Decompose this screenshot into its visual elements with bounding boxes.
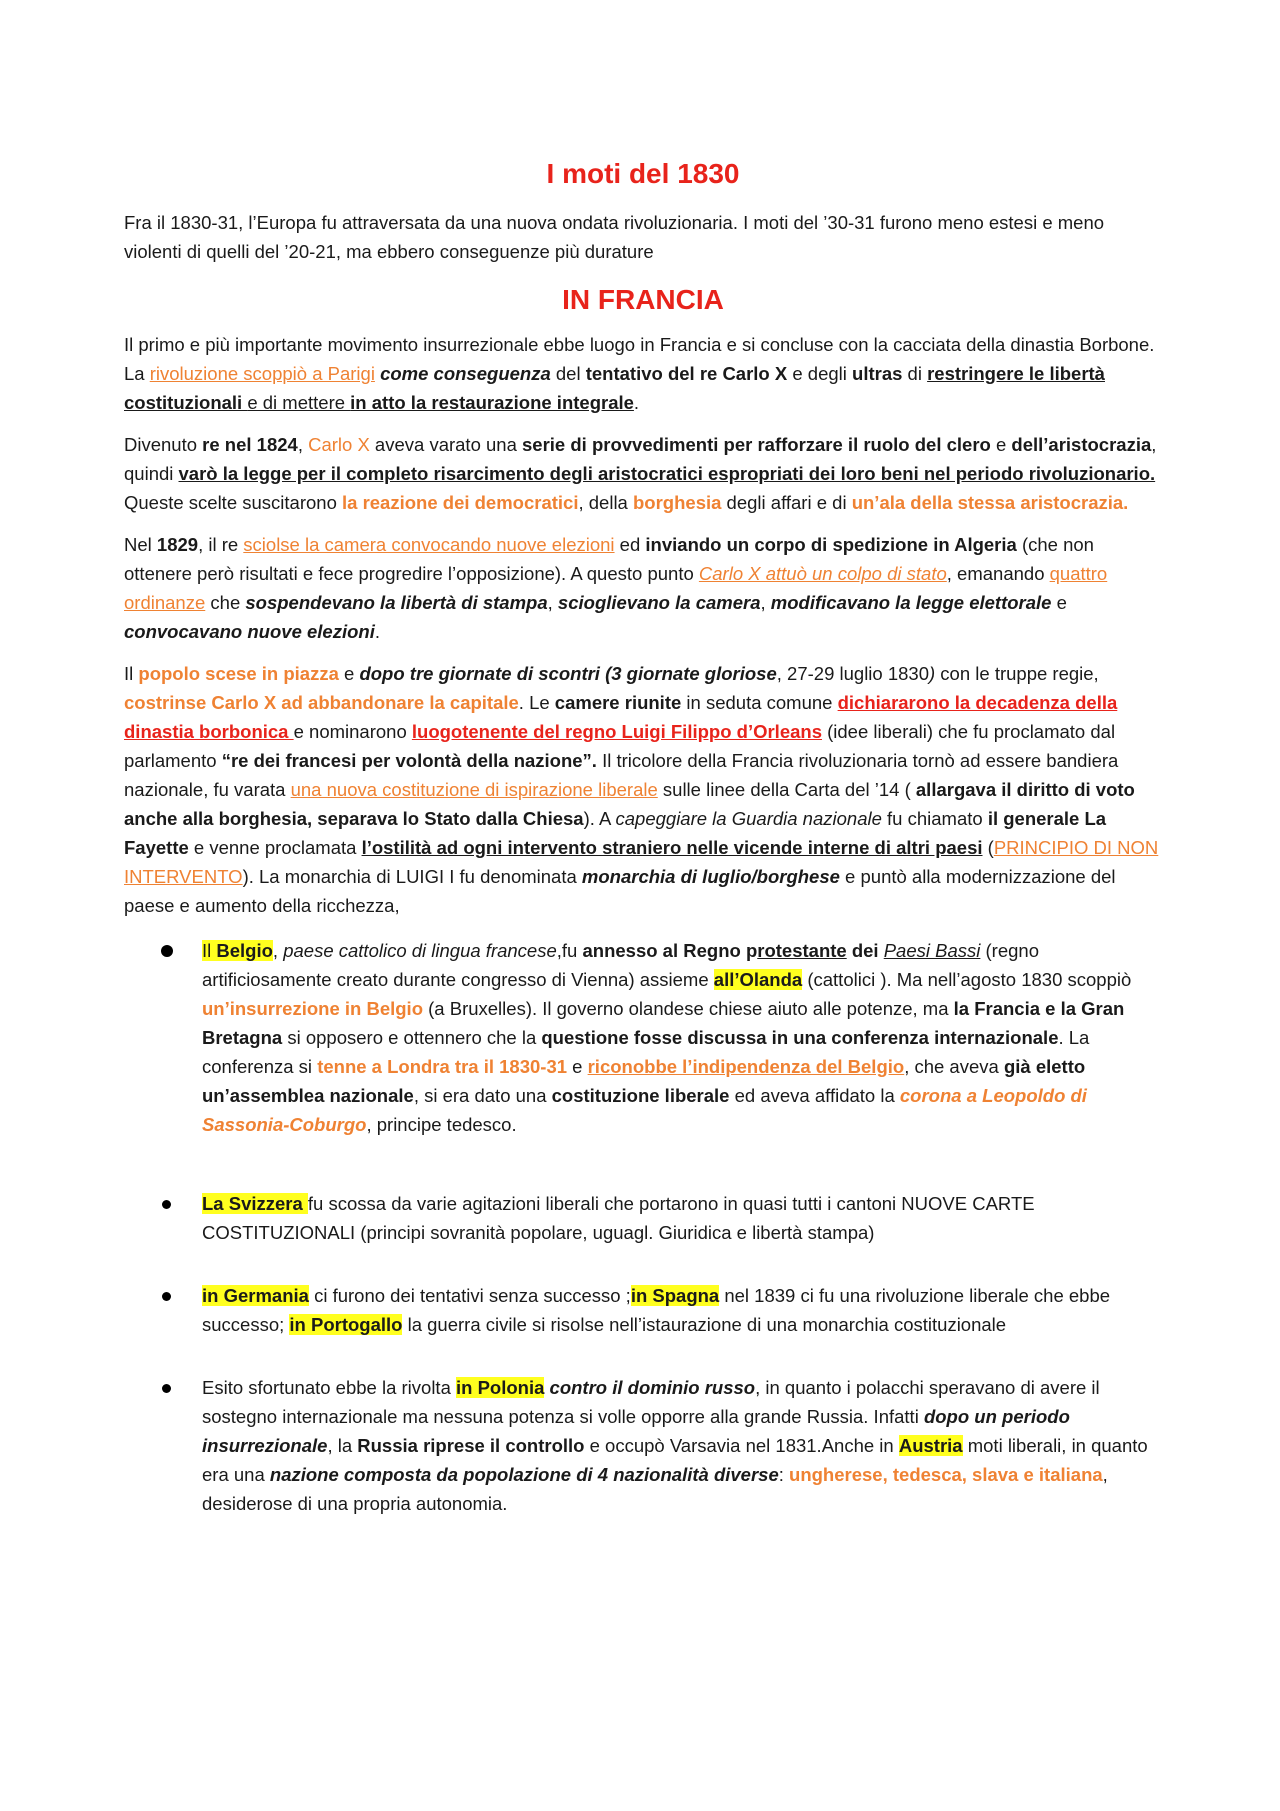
- text-run: con le truppe regie,: [935, 663, 1099, 684]
- text-run: allargava il diritto di voto anche alla borghesia, separava lo Stato dalla Chiesa: [124, 779, 1135, 829]
- text-run: come conseguenza: [380, 363, 551, 384]
- text-run: una nuova costituzione di ispirazione liberale: [290, 779, 658, 800]
- text-run: [380, 363, 551, 384]
- text-run: rotestante: [757, 940, 847, 961]
- text-run: dopo un periodo insurrezionale: [202, 1406, 1070, 1456]
- text-run: riconobbe l’indipendenza del Belgio: [587, 1056, 905, 1077]
- text-run: che: [205, 592, 246, 613]
- text-run: tenne a Londra tra il 1830-31: [317, 1056, 568, 1077]
- text-run: tentativo del re Carlo X: [585, 363, 788, 384]
- text-run: fu chiamato: [881, 808, 988, 829]
- text-run: [771, 592, 1052, 613]
- text-run: nazione composta da popolazione di 4 nazionalità diverse: [269, 1464, 779, 1485]
- text-run: la reazione dei democratici: [342, 492, 579, 513]
- text-run: popolo scese in piazza: [138, 663, 339, 684]
- text-run: un’insurrezione in Belgio: [202, 998, 423, 1019]
- text-run: [588, 1056, 905, 1077]
- country-bullet-list: [124, 936, 1162, 1518]
- text-run: , la: [327, 1435, 358, 1456]
- text-run: Nel: [124, 534, 157, 555]
- text-run: (regno artificiosamente creato durante congresso di Vienna) assieme: [202, 940, 1039, 990]
- bullet-dot: [161, 945, 173, 957]
- text-run: [362, 837, 983, 858]
- bullet-dot: [162, 1200, 171, 1209]
- text-run: e venne proclamata: [188, 837, 362, 858]
- text-run: [270, 1464, 779, 1485]
- text-run: sulle linee della Carta del ’14 (: [657, 779, 916, 800]
- text-run: ). La monarchia di LUIGI I fu denominata: [242, 866, 582, 887]
- text-run: annesso al Regno p: [582, 940, 758, 961]
- text-run: camere riunite: [554, 692, 682, 713]
- text-run: e degli: [787, 363, 853, 384]
- text-run: ed aveva affidato la: [729, 1085, 900, 1106]
- text-run: :: [778, 1464, 790, 1485]
- text-run: monarchia di luglio/borghese: [581, 866, 840, 887]
- list-item-polonia-austria: [124, 1373, 1162, 1518]
- text-run: [699, 563, 947, 584]
- list-item-svizzera: [124, 1189, 1162, 1247]
- text-run: borghesia: [633, 492, 722, 513]
- text-run: ): [929, 663, 936, 684]
- text-run: moti liberali, in quanto era una: [202, 1435, 1148, 1485]
- text-run: capeggiare la Guardia nazionale: [615, 808, 882, 829]
- text-run: (: [982, 837, 994, 858]
- text-run: ,: [272, 940, 284, 961]
- list-item-belgio: [124, 936, 1162, 1139]
- text-run: degli affari e di: [721, 492, 852, 513]
- text-run: ungherese, tedesca, slava e italiana: [789, 1464, 1103, 1485]
- text-run: Divenuto: [124, 434, 203, 455]
- text-run: [757, 940, 846, 961]
- text-run: fu scossa da varie agitazioni liberali che portarono in quasi tutti i cantoni NUOVE CARTE COSTITUZIONALI (principi sovranità popolare, uguagl. Giuridica e libertà stampa): [202, 1193, 1035, 1243]
- text-run: dell’aristocrazia: [1011, 434, 1152, 455]
- text-run: si opposero e ottennero che la: [282, 1027, 542, 1048]
- text-run: ci furono dei tentativi senza successo ;: [308, 1285, 631, 1306]
- text-run: sospendevano la libertà di stampa: [245, 592, 548, 613]
- text-run: convocavano nuove elezioni: [124, 621, 375, 642]
- text-run: dichiararono la decadenza della dinastia borbonica: [124, 692, 1118, 742]
- text-run: .: [633, 392, 640, 413]
- text-run: , si era dato una: [413, 1085, 552, 1106]
- text-run: “re dei francesi per volontà della nazione”.: [221, 750, 597, 771]
- text-run: ,: [760, 592, 771, 613]
- text-run: Russia riprese il controllo: [357, 1435, 585, 1456]
- text-run: e: [990, 434, 1012, 455]
- text-run: (a Bruxelles). Il governo olandese chiese aiuto alle potenze, ma: [423, 998, 954, 1019]
- text-run: ). A: [583, 808, 616, 829]
- text-run: Il: [202, 940, 217, 961]
- text-run: e: [567, 1056, 588, 1077]
- text-run: e occupò Varsavia nel 1831.Anche in: [584, 1435, 899, 1456]
- text-run: re nel 1824: [202, 434, 298, 455]
- text-run: . La conferenza si: [202, 1027, 1090, 1077]
- text-run: scioglievano la camera: [557, 592, 761, 613]
- text-run: inviando un corpo di spedizione in Algeria: [645, 534, 1017, 555]
- text-run: , il re: [198, 534, 244, 555]
- text-run: [350, 392, 634, 413]
- text-run: già eletto un’assemblea nazionale: [202, 1056, 1086, 1106]
- text-run: [359, 663, 776, 684]
- text-run: . Le: [518, 692, 555, 713]
- text-run: questione fosse discussa in una conferenza internazionale: [541, 1027, 1059, 1048]
- text-run: di: [902, 363, 928, 384]
- text-run: quattro ordinanze: [124, 563, 1108, 613]
- text-run: ed: [614, 534, 646, 555]
- bullet-dot: [162, 1292, 171, 1301]
- text-run: dei: [846, 940, 884, 961]
- text-run: luogotenente del regno Luigi Filippo d’Orleans: [411, 721, 822, 742]
- bullet-dot: [162, 1384, 171, 1393]
- paragraph-1: [124, 330, 1162, 417]
- text-run: in Polonia: [456, 1377, 545, 1398]
- intro-paragraph: [124, 208, 1162, 266]
- text-run: ,fu: [556, 940, 583, 961]
- text-run: PRINCIPIO DI NON INTERVENTO: [124, 837, 1159, 887]
- text-run: Il primo e più importante movimento insurrezionale ebbe luogo in Francia e si concluse con la cacciata della dinastia Borbone. La: [124, 334, 1155, 384]
- text-run: Il: [124, 663, 139, 684]
- text-run: , che aveva: [904, 1056, 1004, 1077]
- text-run: Belgio: [216, 940, 273, 961]
- text-run: nel 1839 ci fu una rivoluzione liberale che ebbe successo;: [202, 1285, 1111, 1335]
- text-run: costrinse Carlo X ad abbandonare la capitale: [124, 692, 519, 713]
- text-run: in seduta comune: [681, 692, 838, 713]
- text-run: un’ala della stessa aristocrazia.: [851, 492, 1129, 513]
- text-run: la guerra civile si risolse nell’istaurazione di una monarchia costituzionale: [402, 1314, 1007, 1335]
- text-run: (che non ottenere però risultati e fece progredire l’opposizione). A questo punto: [124, 534, 1094, 584]
- text-run: e: [1051, 592, 1067, 613]
- text-run: Paesi Bassi: [883, 940, 981, 961]
- text-run: [412, 721, 822, 742]
- text-run: varò la legge per il completo risarcimento degli aristocratici espropriati dei loro beni nel periodo rivoluzionario.: [178, 463, 1156, 484]
- text-run: all’Olanda: [713, 969, 803, 990]
- text-run: e puntò alla modernizzazione del paese e aumento della ricchezza,: [124, 866, 1116, 916]
- text-run: [550, 1377, 756, 1398]
- text-run: ,: [297, 434, 309, 455]
- text-run: sciolse la camera convocando nuove elezioni: [243, 534, 615, 555]
- text-run: .: [374, 621, 380, 642]
- text-run: in Portogallo: [289, 1314, 403, 1335]
- text-run: del: [550, 363, 586, 384]
- text-run: , quindi: [124, 434, 1157, 484]
- text-run: paese cattolico di lingua francese: [283, 940, 557, 961]
- text-run: Carlo X attuò un colpo di stato: [698, 563, 947, 584]
- text-run: 1829: [156, 534, 199, 555]
- list-item-germania-spagna-portogallo: [124, 1281, 1162, 1339]
- text-run: [884, 940, 981, 961]
- text-run: l’ostilità ad ogni intervento straniero nelle vicende interne di altri paesi: [361, 837, 983, 858]
- text-run: Carlo X: [308, 434, 370, 455]
- text-run: , principe tedesco.: [366, 1114, 517, 1135]
- paragraph-2: [124, 430, 1162, 517]
- paragraph-3: [124, 530, 1162, 646]
- text-run: (idee liberali) che fu proclamato dal parlamento: [124, 721, 1116, 771]
- text-run: rivoluzione scoppiò a Parigi: [149, 363, 375, 384]
- text-run: e di mettere: [247, 392, 351, 413]
- text-run: corona a Leopoldo di Sassonia-Coburgo: [202, 1085, 1087, 1135]
- text-run: [582, 866, 840, 887]
- text-run: il generale La Fayette: [124, 808, 1107, 858]
- text-run: , emanando: [946, 563, 1050, 584]
- text-run: Fra il 1830-31, l’Europa fu attraversata da una nuova ondata rivoluzionaria. I moti del ’30-31 furono meno estesi e meno violenti di quelli del ’20-21, ma ebbero conseguenze più durature: [124, 212, 1105, 262]
- text-run: e: [338, 663, 360, 684]
- text-run: aveva varato una: [369, 434, 523, 455]
- text-run: [245, 592, 547, 613]
- text-run: Il tricolore della Francia rivoluzionaria tornò ad essere bandiera nazionale, fu varata: [124, 750, 1119, 800]
- text-run: serie di provvedimenti per rafforzare il ruolo del clero: [522, 434, 991, 455]
- text-run: e nominarono: [293, 721, 412, 742]
- text-run: ,: [547, 592, 558, 613]
- text-run: , in quanto i polacchi speravano di avere il sostegno internazionale ma nessuna potenza si volle opporre alla grande Russia. Infatti: [202, 1377, 1100, 1427]
- paragraph-4: [124, 659, 1162, 920]
- text-run: modificavano la legge elettorale: [770, 592, 1052, 613]
- text-run: Esito sfortunato ebbe la rivolta: [202, 1377, 457, 1398]
- page-title: I moti del 1830: [546, 158, 740, 189]
- text-run: (cattolici ). Ma nell’agosto 1830 scoppiò: [802, 969, 1132, 990]
- text-run: [558, 592, 761, 613]
- text-run: restringere le libertà costituzionali: [124, 363, 1105, 413]
- text-run: in atto la restaurazione integrale: [350, 392, 634, 413]
- text-run: costituzione liberale: [551, 1085, 730, 1106]
- text-run: , desiderose di una propria autonomia.: [202, 1464, 1108, 1514]
- text-run: in Germania: [202, 1285, 309, 1306]
- text-run: contro il dominio russo: [549, 1377, 756, 1398]
- text-run: dopo tre giornate di scontri (3 giornate gloriose: [359, 663, 777, 684]
- text-run: [124, 621, 375, 642]
- text-run: la Francia e la Gran Bretagna: [202, 998, 1125, 1048]
- text-run: , 27-29 luglio 1830: [776, 663, 929, 684]
- text-run: , della: [578, 492, 633, 513]
- text-run: [179, 463, 1156, 484]
- section-title-francia: IN FRANCIA: [562, 284, 724, 315]
- text-run: in Spagna: [630, 1285, 720, 1306]
- text-run: Queste scelte suscitarono: [124, 492, 342, 513]
- text-run: Austria: [898, 1435, 963, 1456]
- text-run: ultras: [852, 363, 903, 384]
- text-run: La Svizzera: [202, 1193, 308, 1214]
